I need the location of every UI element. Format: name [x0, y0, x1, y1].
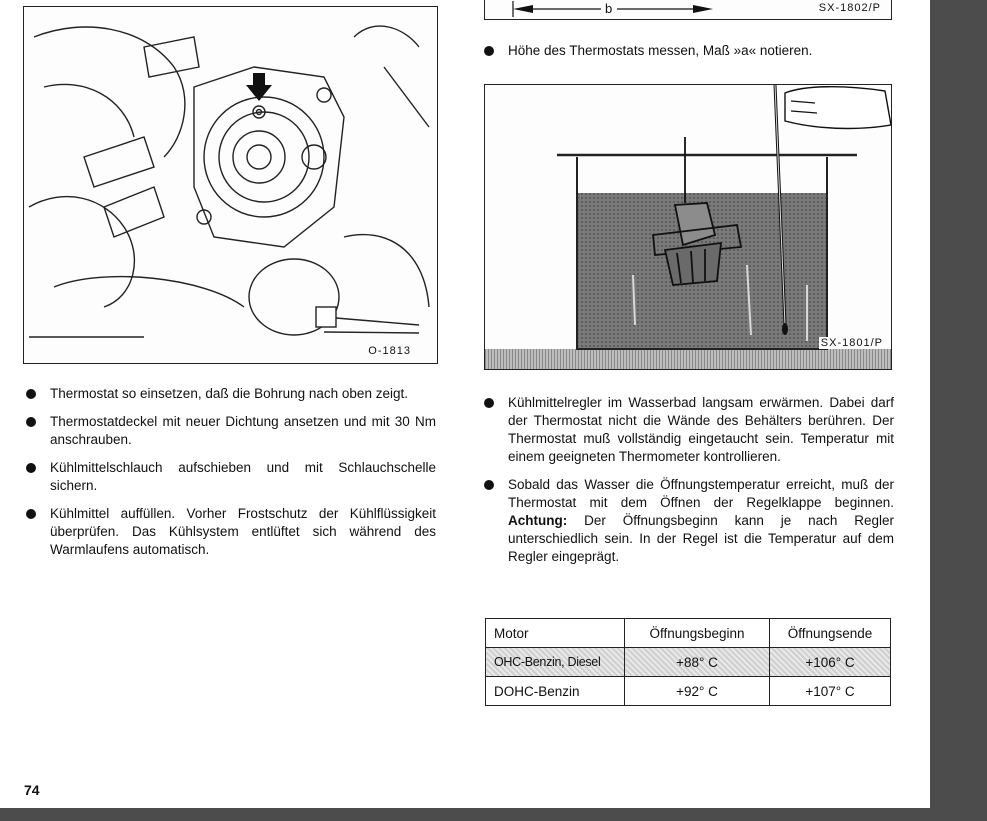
- bullet-dot: [26, 389, 36, 399]
- table-cell: OHC-Benzin, Diesel: [486, 648, 625, 677]
- table-cell: DOHC-Benzin: [486, 677, 625, 706]
- right-bullet-list: [484, 394, 894, 576]
- bullet-text: Kühlmittelregler im Wasserbad langsam erwärmen. Dabei darf der Thermostat nicht die Wände des Behälters berühren. Der Thermostat muß vollständig eingetaucht sein. Temperatur mit einem geeigneten Thermometer kontrollieren.: [508, 395, 894, 464]
- bullet-dot: [26, 509, 36, 519]
- hose-clamp: [316, 307, 336, 327]
- left-bullet-list: [26, 385, 436, 569]
- bullet-text: Höhe des Thermostats messen, Maß »a« notieren.: [508, 43, 813, 58]
- bullet-item: [26, 459, 436, 495]
- bullet-text: Kühlmittelschlauch aufschieben und mit Schlauchschelle sichern.: [50, 460, 436, 493]
- top-figure-strip: [484, 0, 892, 20]
- bullet-item: [26, 385, 436, 403]
- bullet-dot: [484, 480, 494, 490]
- bullet-text: Kühlmittel auffüllen. Vorher Frostschutz der Kühlflüssigkeit überprüfen. Das Kühlsystem entlüftet sich während des Warmlaufens automatisch.: [50, 506, 436, 557]
- bullet-dot: [484, 398, 494, 408]
- column-header: Öffnungsende: [770, 619, 891, 648]
- table-cell: +92° C: [625, 677, 770, 706]
- figure-code: SX-1801/P: [820, 337, 883, 349]
- water-bath-illustration: [485, 85, 891, 369]
- opening-temperature-table: [485, 618, 891, 706]
- bullet-item: [26, 505, 436, 559]
- table-row: [486, 648, 891, 677]
- table-row: [486, 677, 891, 706]
- bullet-dot: [26, 417, 36, 427]
- viewer-bottom-margin: [0, 808, 930, 821]
- bullet-text-part: Sobald das Wasser die Öffnungstemperatur erreicht, muß der Thermostat mit dem Öffnen der Regelklappe beginnen.: [508, 477, 894, 510]
- bullet-text-part: Der Öffnungsbeginn kann je nach Regler unterschiedlich sein. In der Regel ist die Temperatur auf dem Regler eingeprägt.: [508, 513, 894, 564]
- figure-code: O-1813: [368, 345, 411, 357]
- column-header: Motor: [486, 619, 625, 648]
- figure-code: SX-1802/P: [818, 2, 881, 14]
- column-header: Öffnungsbeginn: [625, 619, 770, 648]
- bullet-dot: [26, 463, 36, 473]
- caution-label: Achtung:: [508, 513, 568, 528]
- table-cell: +107° C: [770, 677, 891, 706]
- water-bath-figure: [484, 84, 892, 370]
- measure-instruction-list: [484, 42, 894, 70]
- bullet-item: [26, 413, 436, 449]
- table-header-row: [486, 619, 891, 648]
- table-cell: +106° C: [770, 648, 891, 677]
- dimension-label: b: [601, 1, 617, 16]
- bullet-text: Thermostatdeckel mit neuer Dichtung ansetzen und mit 30 Nm anschrauben.: [50, 414, 436, 447]
- bullet-item: [484, 476, 894, 566]
- bullet-item: [484, 42, 894, 60]
- bullet-dot: [484, 46, 494, 56]
- bench: [485, 349, 891, 369]
- table-cell: +88° C: [625, 648, 770, 677]
- thermostat-housing-illustration: [24, 7, 437, 363]
- bullet-text: Thermostat so einsetzen, daß die Bohrung nach oben zeigt.: [50, 386, 408, 401]
- viewer-side-margin: [930, 0, 987, 821]
- thermostat-housing-figure: [23, 6, 438, 364]
- bullet-item: [484, 394, 894, 466]
- page-number: 74: [24, 782, 40, 798]
